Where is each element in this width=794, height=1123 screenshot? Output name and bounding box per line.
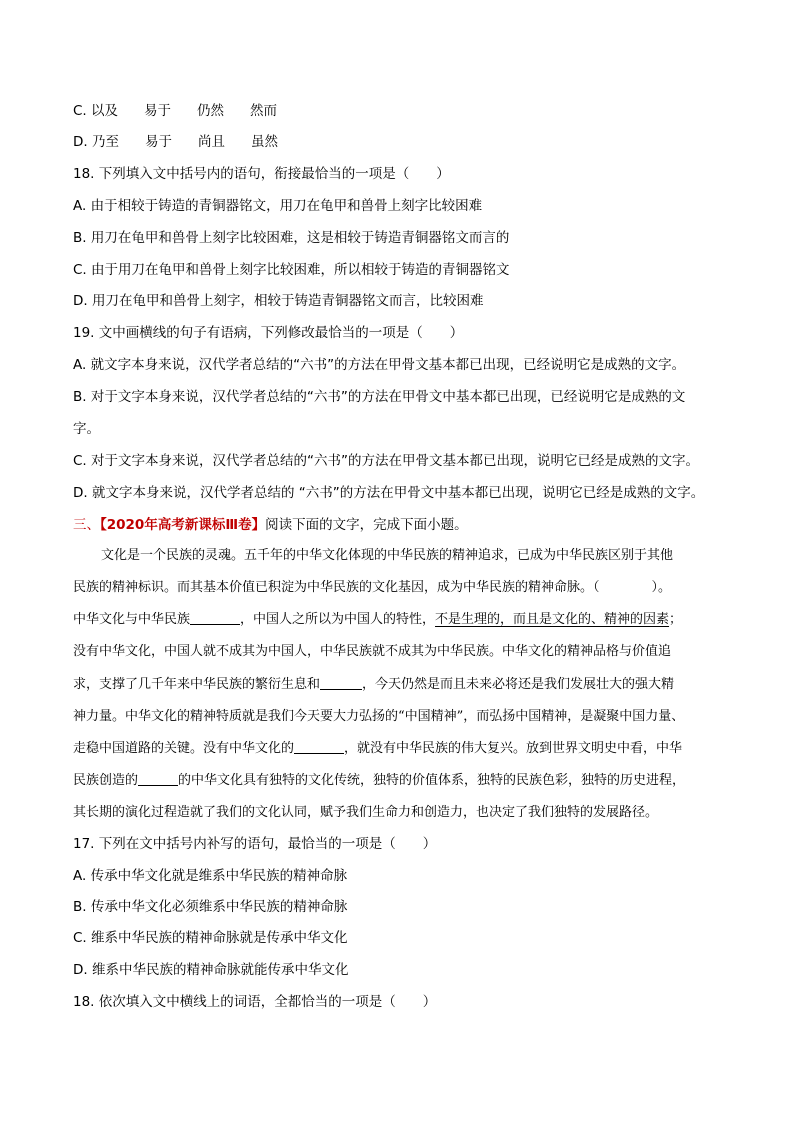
passage-line: 民族的精神标识。而其基本价值已积淀为中华民族的文化基因，成为中华民族的精神命脉。（ ）。 bbox=[73, 580, 672, 595]
question-19-option-a: A. 就文字本身来说，汉代学者总结的“六书”的方法在甲骨文基本都已出现，已经说明它是成熟的文字。 bbox=[73, 357, 686, 373]
passage-line: 走稳中国道路的关键。没有中华文化的 ，就没有中华民族的伟大复兴。放到世界文明史中看，中华 bbox=[73, 741, 683, 756]
passage-line: 其长期的演化过程造就了我们的文化认同，赋予我们生命力和创造力，也决定了我们独特的发展路径。 bbox=[73, 805, 659, 820]
question-17-stem: 17. 下列在文中括号内补写的语句，最恰当的一项是（ ） bbox=[73, 836, 437, 852]
question-17-option-b: B. 传承中华文化必须维系中华民族的精神命脉 bbox=[73, 899, 348, 915]
passage-line: 没有中华文化，中国人就不成其为中国人，中华民族就不成其为中华民族。中华文化的精神品格与价值追 bbox=[73, 644, 672, 659]
question-18b-stem: 18. 依次填入文中横线上的词语，全都恰当的一项是（ ） bbox=[73, 994, 437, 1010]
question-18-stem: 18. 下列填入文中括号内的语句，衔接最恰当的一项是（ ） bbox=[73, 166, 450, 182]
passage-line: 文化是一个民族的灵魂。五千年的中华文化体现的中华民族的精神追求，已成为中华民族区别于其他 bbox=[101, 548, 674, 563]
section-heading bbox=[73, 516, 468, 534]
fill-blank bbox=[138, 772, 178, 786]
exam-source: 【2020年高考新课标Ⅲ卷】 bbox=[100, 517, 266, 533]
passage-line: 神力量。中华文化的精神特质就是我们今天要大力弘扬的“中国精神”，而弘扬中国精神，是凝聚中国力量、 bbox=[73, 709, 685, 724]
question-19-option-d: D. 就文字本身来说，汉代学者总结的 “六书”的方法在甲骨文中基本都已出现，说明它已经是成熟的文字。 bbox=[73, 485, 705, 501]
section-instruction: 阅读下面的文字，完成下面小题。 bbox=[265, 517, 468, 533]
option-c-prev: C. 以及 易于 仍然 然而 bbox=[73, 103, 278, 119]
question-17-option-c: C. 维系中华民族的精神命脉就是传承中华文化 bbox=[73, 930, 348, 946]
question-19-option-b: B. 对于文字本身来说，汉代学者总结的“六书”的方法在甲骨文中基本都已出现，已经说明它是成熟的文 bbox=[73, 389, 686, 405]
question-19-stem: 19. 文中画横线的句子有语病，下列修改最恰当的一项是（ ） bbox=[73, 325, 464, 341]
question-18-option-c: C. 由于用刀在龟甲和兽骨上刻字比较困难，所以相较于铸造的青铜器铭文 bbox=[73, 262, 510, 278]
question-18-option-b: B. 用刀在龟甲和兽骨上刻字比较困难，这是相较于铸造青铜器铭文而言的 bbox=[73, 230, 510, 246]
question-17-option-d: D. 维系中华民族的精神命脉就能传承中华文化 bbox=[73, 962, 349, 978]
passage-line: 民族创造的 的中华文化具有独特的文化传统，独特的价值体系，独特的民族色彩，独特的历史进程， bbox=[73, 773, 686, 788]
question-19-option-b-cont: 字。 bbox=[73, 421, 100, 437]
passage-line: 求，支撑了几千年来中华民族的繁衍生息和 ，今天仍然是而且未来必将还是我们发展壮大的强大精 bbox=[73, 677, 675, 692]
option-d-prev: D. 乃至 易于 尚且 虽然 bbox=[73, 134, 278, 150]
fill-blank bbox=[190, 611, 240, 625]
fill-blank bbox=[320, 676, 362, 690]
question-18-option-a: A. 由于相较于铸造的青铜器铭文，用刀在龟甲和兽骨上刻字比较困难 bbox=[73, 198, 483, 214]
question-17-option-a: A. 传承中华文化就是维系中华民族的精神命脉 bbox=[73, 868, 348, 884]
passage-line: 中华文化与中华民族 ，中国人之所以为中国人的特性，不是生理的，而且是文化的、精神的因素； bbox=[73, 612, 683, 627]
question-18-option-d: D. 用刀在龟甲和兽骨上刻字，相较于铸造青铜器铭文而言，比较困难 bbox=[73, 293, 484, 309]
section-number: 三、 bbox=[73, 517, 100, 533]
underlined-sentence: 不是生理的，而且是文化的、精神的因素 bbox=[435, 612, 670, 627]
question-19-option-c: C. 对于文字本身来说，汉代学者总结的“六书”的方法在甲骨文基本都已出现，说明它已经是成熟的文字。 bbox=[73, 453, 699, 469]
fill-blank bbox=[294, 740, 344, 754]
